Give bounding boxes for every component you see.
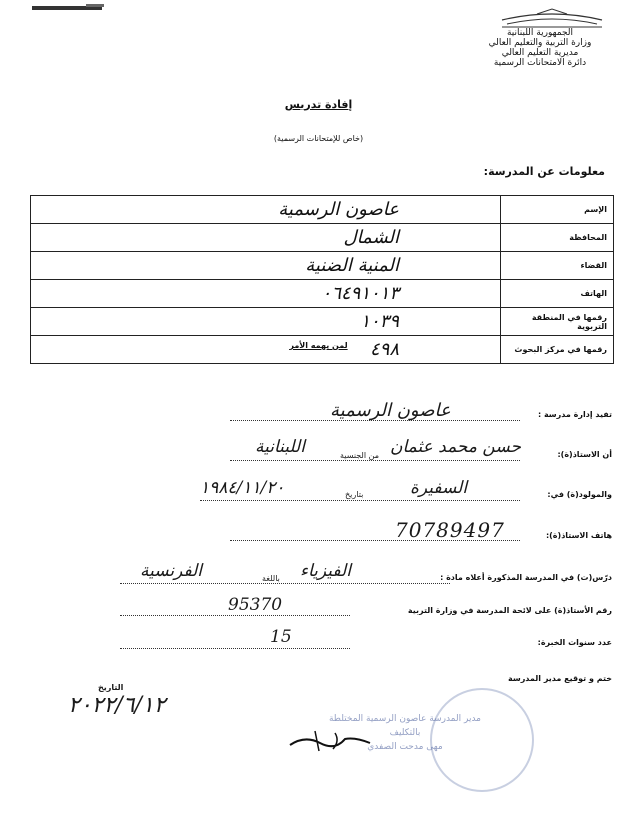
teacher-number-label: رقم الأستاذ(ة) على لائحة المدرسة في وزارة التربية xyxy=(407,606,612,615)
dotted-line xyxy=(120,615,350,616)
row-value: المنية الضنية xyxy=(305,255,399,276)
school-info-table xyxy=(30,195,614,364)
date-field-value: ٢٠٢٢/٦/١٢ xyxy=(68,693,166,718)
row-label: القضاء xyxy=(501,252,614,280)
dotted-line xyxy=(120,583,450,584)
dotted-line xyxy=(230,460,520,461)
row-label: المحافظة xyxy=(501,224,614,252)
school-info-heading: معلومات عن المدرسة: xyxy=(483,165,605,178)
born-date-value: ١٩٨٤/١١/٢٠ xyxy=(200,478,285,498)
row-value: ١٠٣٩ xyxy=(360,311,399,332)
to-whom-it-may-concern: لمن يهمه الأمر xyxy=(289,341,348,350)
table-row xyxy=(31,308,614,336)
date-label: بتاريخ xyxy=(345,490,364,499)
language-label: باللغة xyxy=(262,574,280,583)
born-label: والمولود(ة) في: xyxy=(547,490,612,499)
row-value: ٠٦٤٩١٠١٣ xyxy=(321,283,399,304)
years-experience-label: عدد سنوات الخبرة: xyxy=(537,638,612,647)
years-experience-value: 15 xyxy=(270,627,292,647)
ministry-header xyxy=(465,28,615,68)
nationality-value: اللبنانية xyxy=(255,437,305,457)
signature-role: بالتكليف xyxy=(389,728,421,738)
header-line: الجمهورية اللبنانية xyxy=(506,28,574,38)
document-subtitle: (خاص للإمتحانات الرسمية) xyxy=(273,134,364,143)
row-label: رقمها في المنطقة التربوية xyxy=(501,308,614,336)
row-value: ٤٩٨ xyxy=(369,339,399,360)
signature-name: مهى مدحت الصفدي xyxy=(367,742,443,752)
ministry-emblem-icon xyxy=(497,6,607,28)
subject-value: الفيزياء xyxy=(300,561,351,581)
header-line: وزارة التربية والتعليم العالي xyxy=(488,38,592,48)
table-row xyxy=(31,252,614,280)
handwritten-signature-icon xyxy=(285,725,375,755)
table-row xyxy=(31,196,614,224)
row-label: الإسم xyxy=(501,196,614,224)
nationality-label: من الجنسية xyxy=(340,451,379,460)
phone-value: 70789497 xyxy=(395,518,505,542)
row-value: عاصون الرسمية xyxy=(278,199,399,220)
row-label: الهاتف xyxy=(501,280,614,308)
dotted-line xyxy=(120,648,350,649)
language-value: الفرنسية xyxy=(140,561,203,581)
scan-mark xyxy=(86,4,104,7)
teacher-number-value: 95370 xyxy=(228,595,283,615)
dotted-line xyxy=(200,500,520,501)
school-admin-value: عاصون الرسمية xyxy=(330,400,451,421)
taught-subject-label: درّس(ت) في المدرسة المذكورة أعلاه مادة : xyxy=(440,573,612,582)
born-place-value: السفيرة xyxy=(410,478,468,498)
dotted-line xyxy=(230,540,520,541)
teacher-label: أن الاستاذ(ة): xyxy=(557,450,612,459)
row-label: رقمها في مركز البحوث xyxy=(501,336,614,364)
date-field-label: التاريخ xyxy=(98,683,124,692)
principal-sign-label: ختم و توقيع مدير المدرسة xyxy=(507,674,612,683)
phone-label: هاتف الاستاذ(ة): xyxy=(545,531,612,540)
header-line: مديرية التعليم العالي xyxy=(501,48,579,58)
table-row xyxy=(31,280,614,308)
header-line: دائرة الامتحانات الرسمية xyxy=(493,58,587,68)
row-value: الشمال xyxy=(343,227,399,248)
table-row xyxy=(31,224,614,252)
document-title: إفادة تدريس xyxy=(284,98,353,111)
teacher-name-value: حسن محمد عثمان xyxy=(390,437,522,457)
signature-title: مدير المدرسة عاصون الرسمية المختلطة xyxy=(328,714,481,724)
school-admin-label: تفيد إدارة مدرسة : xyxy=(537,410,612,419)
